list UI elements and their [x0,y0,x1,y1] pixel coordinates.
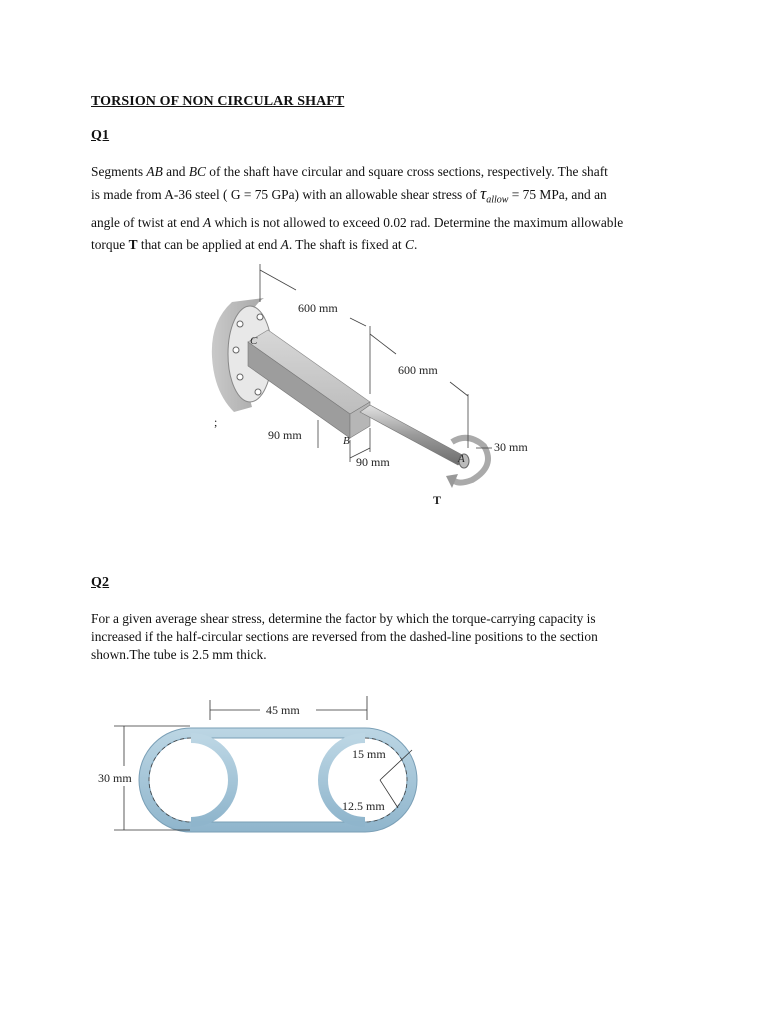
dim-label-height: 30 mm [98,771,132,785]
point-label-c: C [250,335,258,347]
text-run: angle of twist at end [91,214,203,230]
torque-label-t: T [433,493,442,507]
text-run: which is not allowed to exceed 0.02 rad. Determine the maximum allowable [211,214,624,230]
dim-label-width: 45 mm [266,703,300,717]
q2-problem-text [91,610,683,664]
text-run: is made from A-36 steel ( G = 75 GPa) with an allowable shear stress of [91,187,481,202]
tau-symbol: τ [480,184,487,203]
dim-label-outer-radius: 15 mm [352,747,386,761]
text-run: Segments [91,164,147,179]
bolt-hole [237,374,243,380]
stray-mark: ; [214,415,218,429]
shaft-figure [200,262,560,512]
dim-line [350,318,366,326]
q1-heading: Q1 [91,128,110,143]
text-line: shown.The tube is 2.5 mm thick. [91,647,267,662]
point-label-a: A [458,453,465,465]
dim-label-mid: 600 mm [398,363,438,377]
bolt-hole [257,314,263,320]
dim-label-square-bottom: 90 mm [356,455,390,469]
bolt-hole [255,389,261,395]
text-run: A [202,214,212,230]
text-line: increased if the half-circular sections are reversed from the dashed-line positions to the section [91,629,598,644]
text-run: = 75 MPa, and an [508,187,607,202]
text-run: and [162,164,189,179]
dim-label-square-left: 90 mm [268,428,302,442]
text-run: of the shaft have circular and square cross sections, respectively. The shaft [205,164,608,179]
text-run: . [413,236,418,252]
text-run: torque [91,236,129,252]
allow-subscript: allow [486,194,509,206]
text-run: A [280,236,289,252]
bolt-hole [233,347,239,353]
text-line: For a given average shear stress, determine the factor by which the torque-carrying capacity is [91,611,596,626]
text-run: C [405,236,414,252]
dim-line [370,334,396,354]
dim-line [260,270,296,290]
q2-heading: Q2 [91,575,110,590]
bolt-hole [237,321,243,327]
text-run: BC [188,164,206,179]
q1-problem-text [91,161,683,256]
tube-figure [90,690,430,840]
document-title: TORSION OF NON CIRCULAR SHAFT [91,94,345,109]
text-run: that can be applied at end [137,236,281,252]
text-run: T [128,236,138,252]
dim-label-diameter: 30 mm [494,440,528,454]
text-run: AB [146,164,163,179]
dim-label-inner-radius: 12.5 mm [342,799,385,813]
text-run: . The shaft is fixed at [288,236,405,252]
dim-line [450,382,468,396]
dim-label-top: 600 mm [298,301,338,315]
point-label-b: B [343,435,350,447]
